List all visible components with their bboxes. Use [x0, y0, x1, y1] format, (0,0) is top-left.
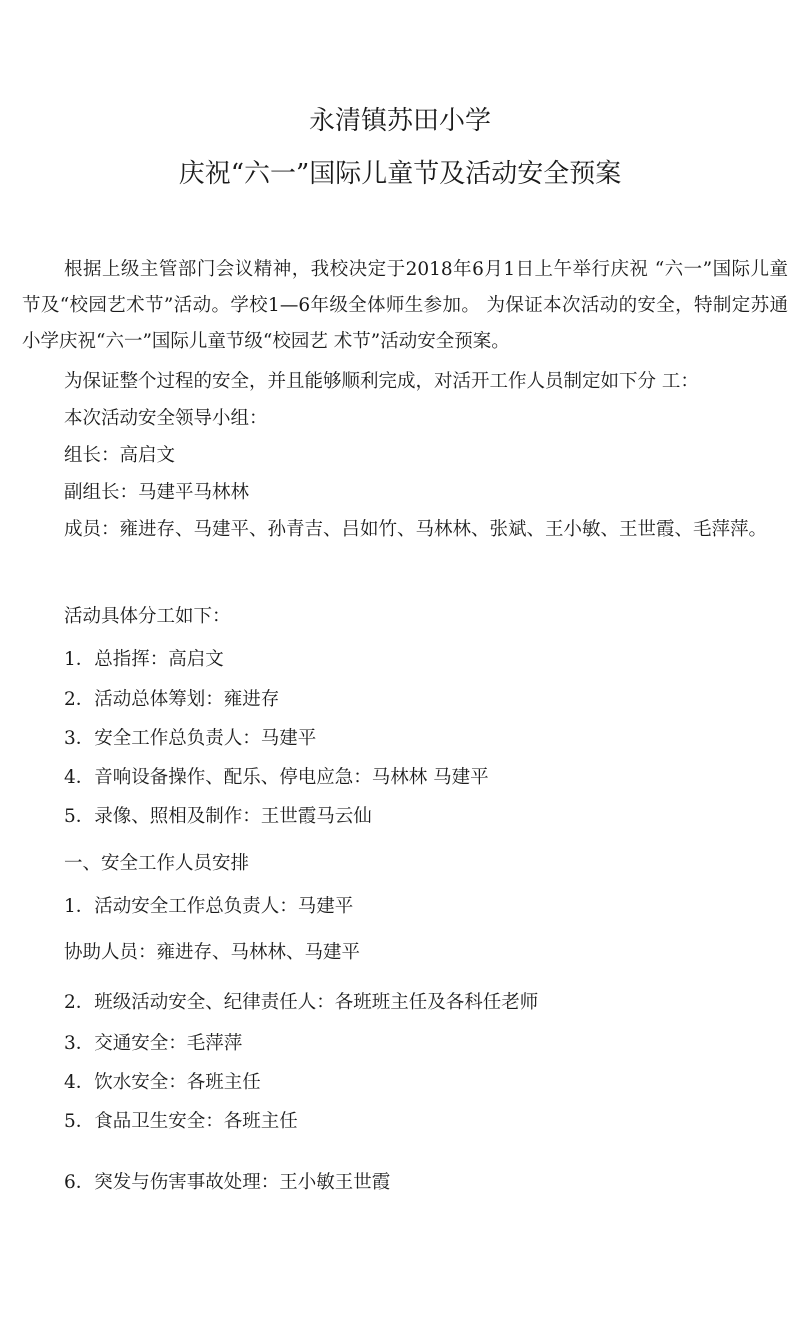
task-item: 1．总指挥：高启文: [64, 649, 224, 670]
task-item: 4．音响设备操作、配乐、停电应急：马林林 马建平: [64, 767, 489, 788]
safety-section-heading: 一、安全工作人员安排: [64, 853, 250, 874]
assistants-line: 协助人员：雍进存、马林林、马建平: [64, 942, 361, 963]
group-members: 成员：雍进存、马建平、孙青吉、吕如竹、马林林、张斌、王小敏、王世霞、毛萍萍。: [64, 519, 768, 540]
safety-item: 2．班级活动安全、纪律责任人：各班班主任及各科任老师: [64, 992, 539, 1013]
group-leader: 组长：高启文: [64, 445, 176, 466]
safety-item: 3．交通安全：毛萍萍: [64, 1033, 243, 1054]
safety-item: 6．突发与伤害事故处理：王小敏王世霞: [64, 1172, 391, 1193]
intro-paragraph: 根据上级主管部门会议精神，我校决定于2018年6月1日上午举行庆祝 “六一”国际儿童节及“校园艺术节”活动。学校1—6年级全体师生参加。 为保证本次活动的安全，特制定苏通小学庆祝“六一”国际儿童节级“校园艺 术节”活动安全预案。: [22, 259, 788, 352]
safety-item: 4．饮水安全：各班主任: [64, 1072, 261, 1093]
division-intro: 为保证整个过程的安全，并且能够顺利完成，对活开工作人员制定如下分 工：: [64, 371, 699, 392]
school-name: 永清镇苏田小学: [308, 106, 491, 136]
task-item: 2．活动总体筹划：雍进存: [64, 689, 280, 710]
plan-title: 庆祝“六一”国际儿童节及活动安全预案: [178, 159, 622, 189]
task-item: 5．录像、照相及制作：王世霞马云仙: [64, 806, 372, 827]
task-item: 3．安全工作总负责人：马建平: [64, 728, 317, 749]
tasks-heading: 活动具体分工如下：: [64, 606, 231, 627]
leading-group-heading: 本次活动安全领导小组：: [64, 408, 268, 429]
deputy-leader: 副组长：马建平马林林: [64, 482, 250, 503]
safety-item: 5．食品卫生安全：各班主任: [64, 1111, 298, 1132]
safety-item: 1．活动安全工作总负责人：马建平: [64, 896, 354, 917]
